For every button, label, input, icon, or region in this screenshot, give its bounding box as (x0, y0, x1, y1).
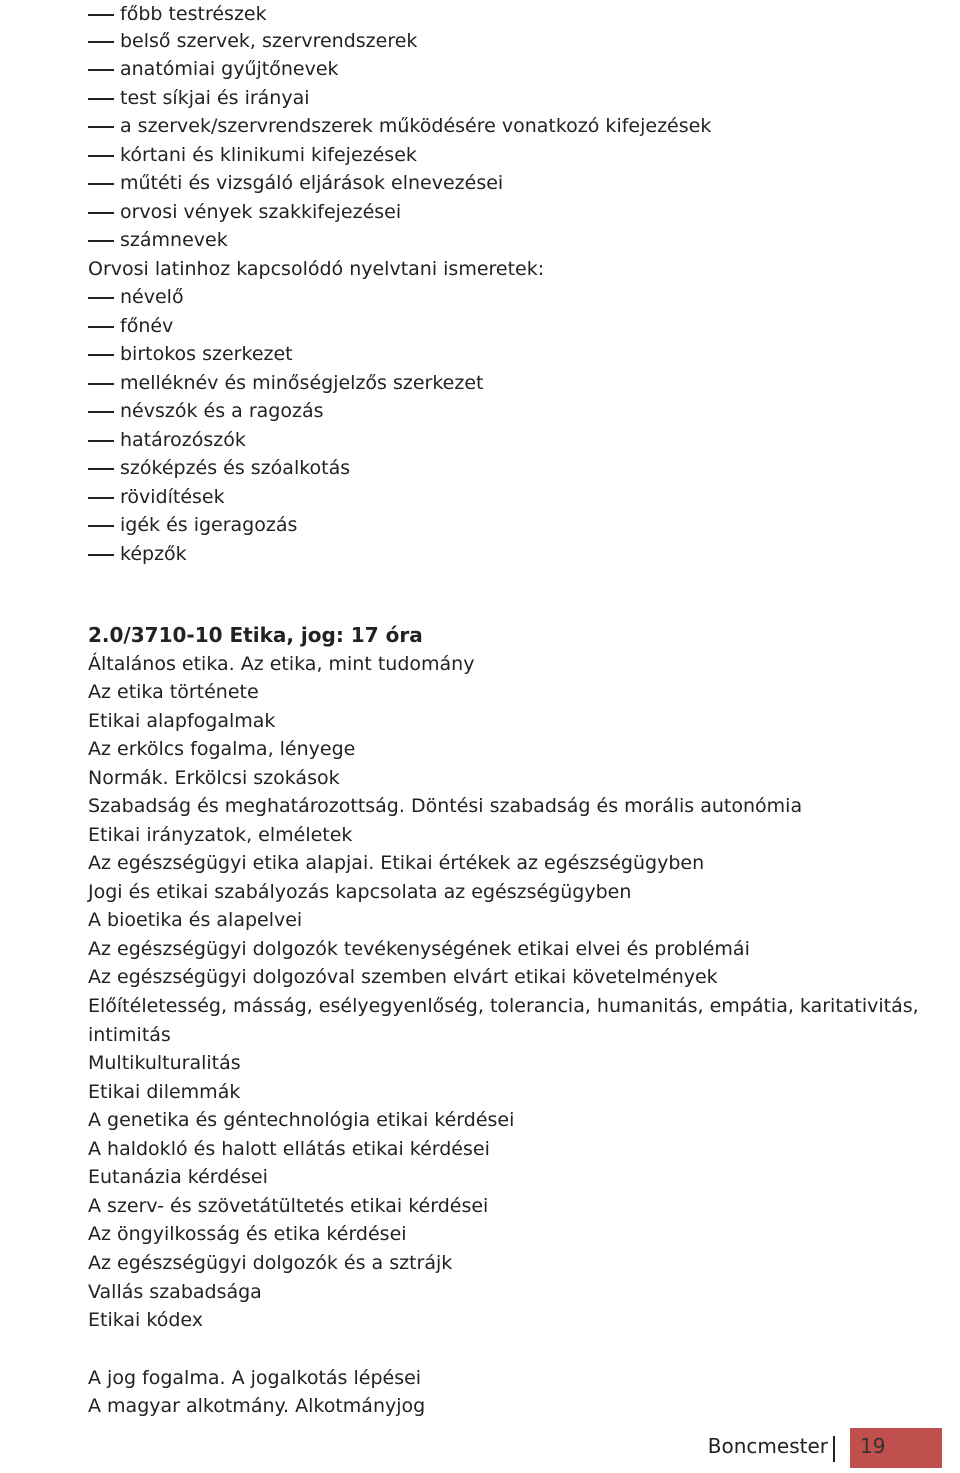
topic-line: Etikai irányzatok, elméletek (88, 824, 353, 846)
topic-line: Az egészségügyi dolgozók és a sztrájk (88, 1252, 453, 1274)
dash-bullet (88, 497, 114, 499)
list-item-text: rövidítések (120, 486, 225, 508)
list-item-text: képzők (120, 543, 187, 565)
topic-line: Az egészségügyi dolgozók tevékenységének etikai elvei és problémái (88, 938, 750, 960)
list-item-text: kórtani és klinikumi kifejezések (120, 144, 417, 166)
topic-line: Előítéletesség, másság, esélyegyenlőség, tolerancia, humanitás, empátia, karitativitás, (88, 995, 919, 1017)
dash-bullet (88, 525, 114, 527)
dash-bullet (88, 411, 114, 413)
list-item-text: melléknév és minőségjelzős szerkezet (120, 372, 484, 394)
dash-bullet (88, 69, 114, 71)
dash-bullet (88, 297, 114, 299)
list-item-text: belső szervek, szervrendszerek (120, 30, 418, 52)
topic-line: Szabadság és meghatározottság. Döntési szabadság és morális autonómia (88, 795, 803, 817)
topic-line: Az egészségügyi dolgozóval szemben elvárt etikai követelmények (88, 966, 718, 988)
topic-line: Eutanázia kérdései (88, 1166, 268, 1188)
topic-line: intimitás (88, 1024, 171, 1046)
topic-line: Etikai alapfogalmak (88, 710, 276, 732)
topic-line: Általános etika. Az etika, mint tudomány (88, 653, 475, 675)
list-item-text: szóképzés és szóalkotás (120, 457, 351, 479)
dash-bullet (88, 240, 114, 242)
topic-line: A szerv- és szövetátültetés etikai kérdései (88, 1195, 489, 1217)
list-item-text: számnevek (120, 229, 228, 251)
topic-line: Etikai kódex (88, 1309, 203, 1331)
list-item-text: birtokos szerkezet (120, 343, 293, 365)
dash-bullet (88, 155, 114, 157)
topic-line: A magyar alkotmány. Alkotmányjog (88, 1395, 426, 1417)
list-item-text: névelő (120, 286, 184, 308)
dash-bullet (88, 440, 114, 442)
page-footer (690, 1428, 952, 1468)
list-item-text: test síkjai és irányai (120, 87, 310, 109)
list-item-text: anatómiai gyűjtőnevek (120, 58, 339, 80)
dash-bullet (88, 383, 114, 385)
list-item-text: névszók és a ragozás (120, 400, 324, 422)
dash-bullet (88, 183, 114, 185)
dash-bullet (88, 98, 114, 100)
list-item-text: a szervek/szervrendszerek működésére vonatkozó kifejezések (120, 115, 712, 137)
list-item-text: orvosi vények szakkifejezései (120, 201, 402, 223)
list-item-text: műtéti és vizsgáló eljárások elnevezései (120, 172, 504, 194)
topic-line: Az erkölcs fogalma, lényege (88, 738, 356, 760)
list-item-text: határozószók (120, 429, 246, 451)
topic-line: Multikulturalitás (88, 1052, 241, 1074)
footer-brand: Boncmester (707, 1434, 828, 1458)
dash-bullet (88, 41, 114, 43)
dash-bullet (88, 354, 114, 356)
dash-bullet (88, 126, 114, 128)
dash-bullet (88, 554, 114, 556)
topic-line: Vallás szabadsága (88, 1281, 262, 1303)
list-item-text: főbb testrészek (120, 3, 267, 25)
topic-line: A genetika és géntechnológia etikai kérdései (88, 1109, 515, 1131)
topic-line: Etikai dilemmák (88, 1081, 241, 1103)
section-heading: 2.0/3710-10 Etika, jog: 17 óra (88, 623, 423, 647)
topic-line: Jogi és etikai szabályozás kapcsolata az egészségügyben (88, 881, 632, 903)
dash-bullet (88, 468, 114, 470)
topic-line: Az öngyilkosság és etika kérdései (88, 1223, 407, 1245)
list-item-text: főnév (120, 315, 174, 337)
topic-line: Az etika története (88, 681, 259, 703)
topic-line: A bioetika és alapelvei (88, 909, 303, 931)
topic-line: A haldokló és halott ellátás etikai kérdései (88, 1138, 490, 1160)
footer-divider (833, 1436, 835, 1462)
topic-line: Normák. Erkölcsi szokások (88, 767, 340, 789)
topic-line: A jog fogalma. A jogalkotás lépései (88, 1367, 422, 1389)
dash-bullet (88, 212, 114, 214)
grammar-heading: Orvosi latinhoz kapcsolódó nyelvtani ismeretek: (88, 258, 545, 280)
topic-line: Az egészségügyi etika alapjai. Etikai értékek az egészségügyben (88, 852, 705, 874)
page-number-box (850, 1428, 942, 1468)
page-number: 19 (860, 1434, 886, 1458)
dash-bullet (88, 14, 114, 16)
list-item-text: igék és igeragozás (120, 514, 298, 536)
dash-bullet (88, 326, 114, 328)
